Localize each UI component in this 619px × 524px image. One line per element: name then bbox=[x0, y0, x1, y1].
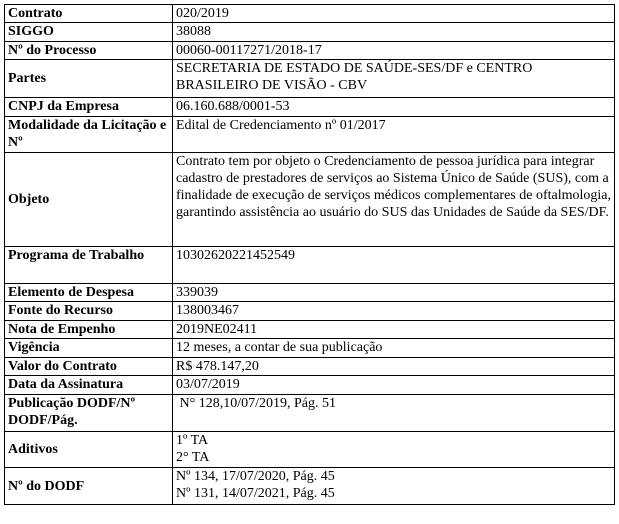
table-row bbox=[5, 395, 615, 432]
table-row bbox=[5, 117, 615, 153]
row-label-objeto: Objeto bbox=[5, 153, 173, 247]
row-value-fonte: 138003467 bbox=[173, 302, 615, 321]
table-row bbox=[5, 60, 615, 98]
row-value-assinatura: 03/07/2019 bbox=[173, 376, 615, 395]
row-label-siggo: SIGGO bbox=[5, 23, 173, 42]
row-value-siggo: 38088 bbox=[173, 23, 615, 42]
dodf-item: Nº 134, 17/07/2020, Pág. 45 bbox=[176, 469, 335, 484]
table-row bbox=[5, 468, 615, 505]
row-label-modalidade: Modalidade da Licitação e Nº bbox=[5, 117, 173, 153]
row-value-partes: SECRETARIA DE ESTADO DE SAÚDE-SES/DF e CENTRO BRASILEIRO DE VISÃO - CBV bbox=[173, 60, 615, 98]
row-label-assinatura: Data da Assinatura bbox=[5, 376, 173, 395]
table-row bbox=[5, 5, 615, 23]
row-value-vigencia: 12 meses, a contar de sua publicação bbox=[173, 339, 615, 358]
row-value-contrato: 020/2019 bbox=[173, 5, 615, 23]
table-row bbox=[5, 42, 615, 60]
row-value-elemento: 339039 bbox=[173, 284, 615, 302]
table-row bbox=[5, 98, 615, 117]
row-value-processo: 00060-00117271/2018-17 bbox=[173, 42, 615, 60]
row-label-cnpj: CNPJ da Empresa bbox=[5, 98, 173, 117]
row-label-programa: Programa de Trabalho bbox=[5, 247, 173, 284]
table-row bbox=[5, 358, 615, 376]
row-value-dodf bbox=[173, 468, 615, 505]
row-value-programa: 10302620221452549 bbox=[173, 247, 615, 284]
row-value-valor: R$ 478.147,20 bbox=[173, 358, 615, 376]
table-row bbox=[5, 376, 615, 395]
row-value-publicacao: N° 128,10/07/2019, Pág. 51 bbox=[173, 395, 615, 432]
row-label-valor: Valor do Contrato bbox=[5, 358, 173, 376]
row-label-aditivos: Aditivos bbox=[5, 432, 173, 468]
table-row bbox=[5, 153, 615, 247]
aditivo-item: 2° TA bbox=[176, 450, 210, 465]
row-value-objeto: Contrato tem por objeto o Credenciamento de pessoa jurídica para integrar cadastro de prestadores de serviços ao Sistema Único de Saúde (SUS), com a finalidade de execução de serviços médicos complementares de oftalmologia, garantindo assistência ao usuário do SUS das Unidades de Saúde da SES/DF. bbox=[173, 153, 615, 247]
table-row bbox=[5, 432, 615, 468]
row-label-fonte: Fonte do Recurso bbox=[5, 302, 173, 321]
table-row bbox=[5, 302, 615, 321]
row-label-dodf: Nº do DODF bbox=[5, 468, 173, 505]
aditivo-item: 1º TA bbox=[176, 433, 209, 448]
table-row bbox=[5, 339, 615, 358]
row-value-modalidade: Edital de Credenciamento nº 01/2017 bbox=[173, 117, 615, 153]
row-label-publicacao: Publicação DODF/Nº DODF/Pág. bbox=[5, 395, 173, 432]
table-row bbox=[5, 284, 615, 302]
row-label-vigencia: Vigência bbox=[5, 339, 173, 358]
row-label-processo: Nº do Processo bbox=[5, 42, 173, 60]
table-row bbox=[5, 321, 615, 339]
row-label-empenho: Nota de Empenho bbox=[5, 321, 173, 339]
dodf-item: Nº 131, 14/07/2021, Pág. 45 bbox=[176, 486, 335, 501]
contract-summary-table bbox=[4, 4, 615, 505]
row-label-elemento: Elemento de Despesa bbox=[5, 284, 173, 302]
row-label-partes: Partes bbox=[5, 60, 173, 98]
row-label-contrato: Contrato bbox=[5, 5, 173, 23]
row-value-cnpj: 06.160.688/0001-53 bbox=[173, 98, 615, 117]
row-value-empenho: 2019NE02411 bbox=[173, 321, 615, 339]
row-value-aditivos bbox=[173, 432, 615, 468]
table-row bbox=[5, 247, 615, 284]
table-row bbox=[5, 23, 615, 42]
